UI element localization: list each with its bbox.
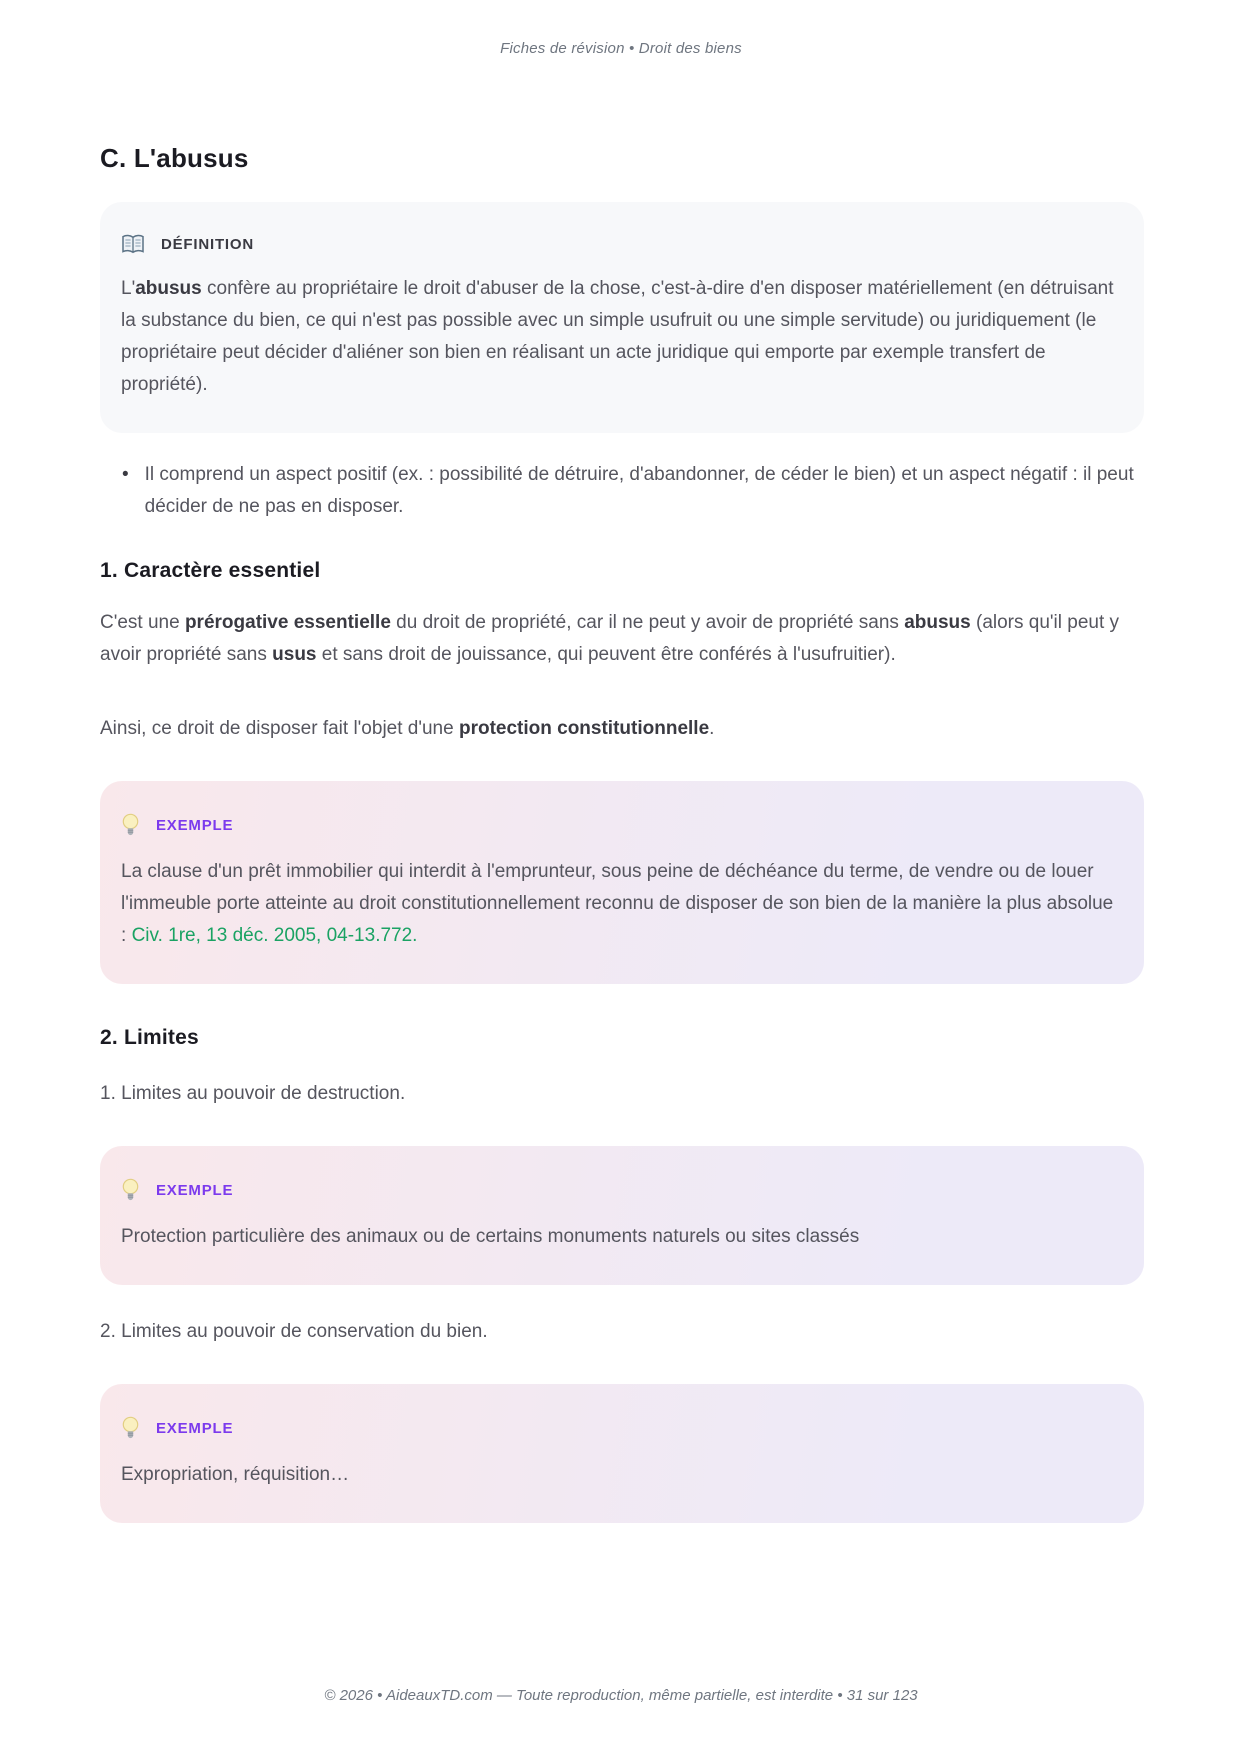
bullet-marker: •	[122, 464, 129, 485]
example-box-1	[100, 781, 1144, 984]
example-1-label: EXEMPLE	[156, 817, 234, 834]
example-1-text: La clause d'un prêt immobilier qui interdit à l'emprunteur, sous peine de déchéance du terme, de vendre ou de louer l'immeuble porte atteinte au droit constitutionnellement reconnu de disposer de son bien de la manière la plus absolue : Civ. 1re, 13 déc. 2005, 04-13.772.	[121, 861, 1114, 946]
example-2-text: Protection particulière des animaux ou de certains monuments naturels ou sites classés	[121, 1226, 860, 1247]
header-text: Fiches de révision • Droit des biens	[500, 40, 742, 57]
paragraph-protection: Ainsi, ce droit de disposer fait l'objet d'une protection constitutionnelle.	[100, 718, 715, 739]
paragraph-limites-conservation: 2. Limites au pouvoir de conservation du bien.	[100, 1321, 488, 1342]
page-header	[0, 0, 1242, 57]
paragraph-prerogative: C'est une prérogative essentielle du droit de propriété, car il ne peut y avoir de propriété sans abusus (alors qu'il peut y avoir propriété sans usus et sans droit de jouissance, qui peuvent être conférés à l'usufruitier).	[100, 612, 1120, 665]
lightbulb-icon	[121, 1178, 140, 1203]
definition-label: DÉFINITION	[161, 236, 254, 253]
example-3-label: EXEMPLE	[156, 1420, 234, 1437]
definition-text: L'abusus confère au propriétaire le droit d'abuser de la chose, c'est-à-dire d'en disposer matériellement (en détruisant la substance du bien, ce qui n'est pas possible avec un simple usufruit ou une simple servitude) ou juridiquement (le propriétaire peut décider d'aliéner son bien en réalisant un acte juridique qui emporte par exemple transfert de propriété).	[121, 278, 1114, 395]
bullet-text: Il comprend un aspect positif (ex. : possibilité de détruire, d'abandonner, de céder le bien) et un aspect négatif : il peut décider de ne pas en disposer.	[144, 464, 1134, 517]
lightbulb-icon	[121, 1416, 140, 1441]
definition-box	[100, 202, 1144, 433]
open-book-icon	[121, 234, 145, 255]
definition-label-row	[121, 234, 1114, 255]
bullet-item	[100, 459, 1144, 523]
document-content	[100, 57, 1144, 1523]
paragraph-limites-destruction: 1. Limites au pouvoir de destruction.	[100, 1083, 406, 1104]
example-3-label-row	[121, 1416, 1114, 1441]
lightbulb-icon	[121, 813, 140, 838]
page-footer	[0, 1687, 1242, 1754]
example-2-label-row	[121, 1178, 1114, 1203]
example-1-label-row	[121, 813, 1114, 838]
section-heading-caractere-essentiel: 1. Caractère essentiel	[100, 559, 321, 582]
example-2-label: EXEMPLE	[156, 1182, 234, 1199]
example-box-2	[100, 1146, 1144, 1285]
page-title: C. L'abusus	[100, 143, 249, 173]
section-heading-limites: 2. Limites	[100, 1026, 199, 1049]
footer-text: © 2026 • AideauxTD.com — Toute reproduction, même partielle, est interdite • 31 sur 123	[324, 1687, 918, 1704]
case-citation-link[interactable]: Civ. 1re, 13 déc. 2005, 04-13.772.	[131, 925, 418, 946]
example-box-3	[100, 1384, 1144, 1523]
example-3-text: Expropriation, réquisition…	[121, 1464, 350, 1485]
